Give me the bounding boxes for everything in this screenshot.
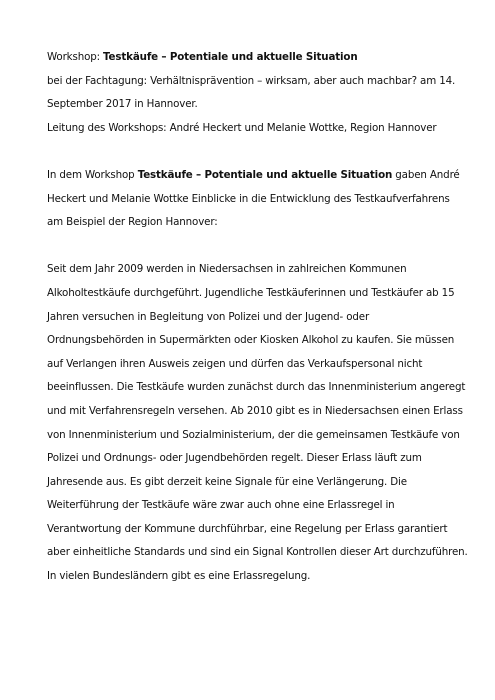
event-date-line: September 2017 in Hannover. <box>47 98 198 111</box>
intro-line-1 <box>47 164 460 188</box>
intro-workshop-title: Testkäufe – Potentiale und aktuelle Situation <box>137 168 393 181</box>
body-line: Alkoholtestkäufe durchgeführt. Jugendliche Testkäuferinnen und Testkäufer ab 15 <box>47 286 455 299</box>
body-line: In vielen Bundesländern gibt es eine Erlassregelung. <box>47 570 311 583</box>
body-line: von Innenministerium und Sozialministerium, der die gemeinsamen Testkäufe von <box>47 428 460 441</box>
body-line: Verantwortung der Kommune durchführbar, eine Regelung per Erlass garantiert <box>47 522 448 535</box>
body-line: Weiterführung der Testkäufe wäre zwar auch ohne eine Erlassregel in <box>47 499 395 512</box>
intro-suffix: gaben André <box>392 168 460 181</box>
document-page <box>47 46 468 589</box>
body-line: Jahren versuchen in Begleitung von Polizei und der Jugend- oder <box>47 310 370 323</box>
body-line: Jahresende aus. Es gibt derzeit keine Signale für eine Verlängerung. Die <box>47 475 407 488</box>
paragraph-gap <box>47 235 457 259</box>
workshop-title: Testkäufe – Potentiale und aktuelle Situation <box>103 51 358 63</box>
body-line: Seit dem Jahr 2009 werden in Niedersachsen in zahlreichen Kommunen <box>47 263 407 276</box>
intro-line-2: Heckert und Melanie Wottke Einblicke in die Entwicklung des Testkaufverfahrens <box>47 192 450 205</box>
body-line: und mit Verfahrensregeln versehen. Ab 2010 gibt es in Niedersachsen einen Erlass <box>47 404 463 417</box>
body-paragraph <box>47 258 468 588</box>
body-line: auf Verlangen ihren Ausweis zeigen und dürfen das Verkaufspersonal nicht <box>47 357 423 370</box>
paragraph-gap <box>47 140 457 164</box>
intro-line-3: am Beispiel der Region Hannover: <box>47 216 218 229</box>
intro-prefix: In dem Workshop <box>47 168 138 181</box>
body-line: Polizei und Ordnungs- oder Jugendbehörden regelt. Dieser Erlass läuft zum <box>47 452 422 465</box>
workshop-title-prefix: Workshop: <box>47 51 104 63</box>
body-line: beeinflussen. Die Testkäufe wurden zunächst durch das Innenministerium angeregt <box>47 381 466 394</box>
event-line: bei der Fachtagung: Verhältnisprävention – wirksam, aber auch machbar? am 14. <box>47 74 456 87</box>
workshop-title-line <box>47 46 457 70</box>
body-line: aber einheitliche Standards und sind ein Signal Kontrollen dieser Art durchzuführen. <box>47 546 468 559</box>
body-line: Ordnungsbehörden in Supermärkten oder Kiosken Alkohol zu kaufen. Sie müssen <box>47 334 455 347</box>
workshop-leaders-line: Leitung des Workshops: André Heckert und Melanie Wottke, Region Hannover <box>47 121 437 134</box>
